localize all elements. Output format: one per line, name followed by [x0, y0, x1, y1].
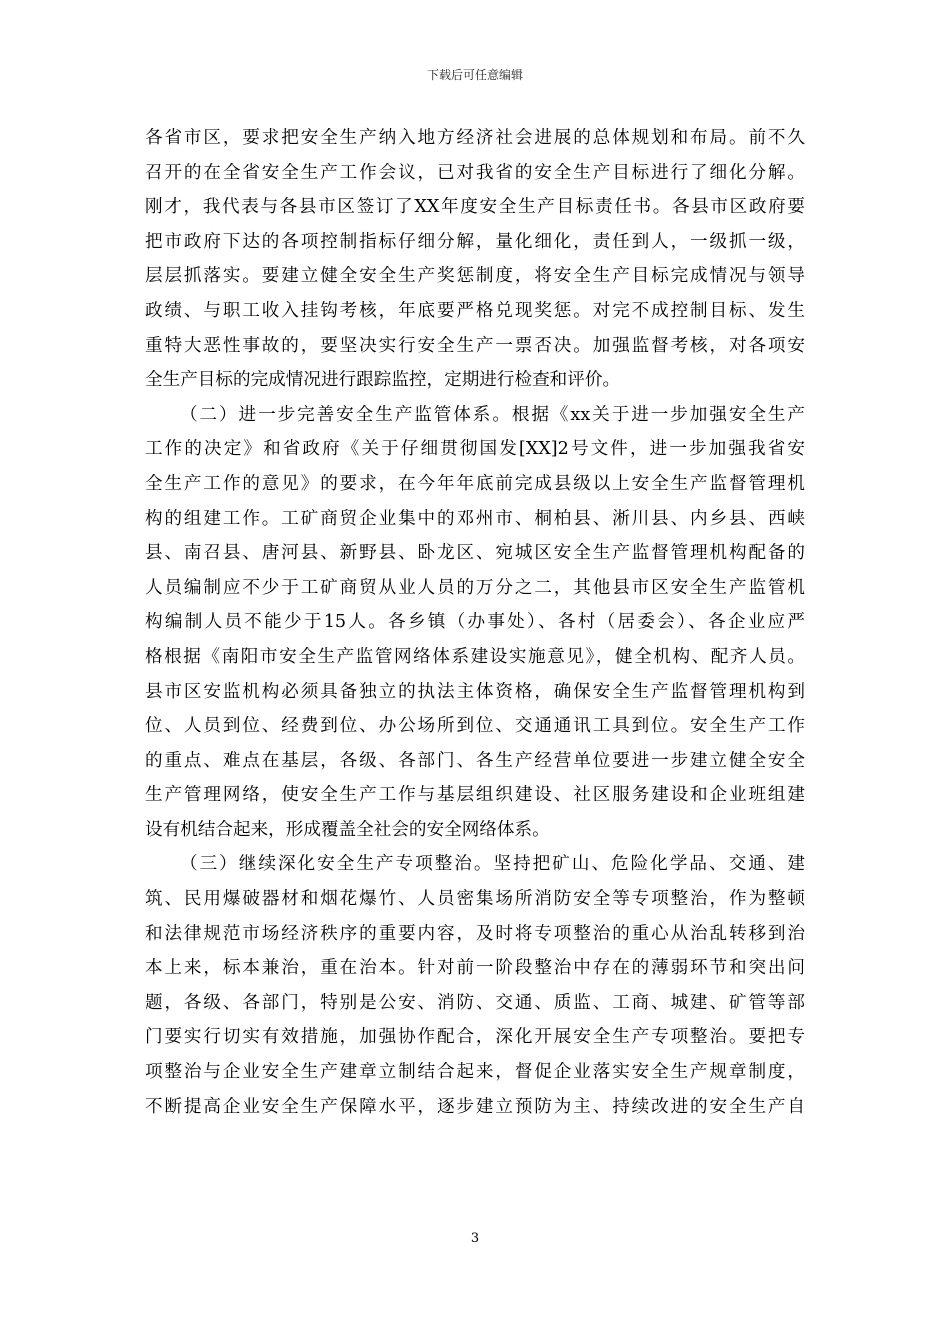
page-number: 3: [470, 1231, 480, 1246]
text-line: 筑、民用爆破器材和烟花爆竹、人员密集场所消防安全等专项整治，作为整顿: [145, 889, 805, 910]
text-line: 县市区安监机构必须具备独立的执法主体资格，确保安全生产监督管理机构到: [145, 681, 805, 702]
text-line: 本上来，标本兼治，重在治本。针对前一阶段整治中存在的薄弱环节和突出问: [145, 958, 805, 979]
text-line: 和法律规范市场经济秩序的重要内容，及时将专项整治的重心从治乱转移到治: [145, 923, 805, 944]
text-line: 格根据《南阳市安全生产监管网络体系建设实施意见》，健全机构、配齐人员。: [145, 646, 805, 667]
text-line: 召开的在全省安全生产工作会议，已对我省的安全生产目标进行了细化分解。: [145, 162, 805, 183]
document-body: [145, 121, 805, 1124]
text-line: 不断提高企业安全生产保障水平，逐步建立预防为主、持续改进的安全生产自: [145, 1096, 805, 1117]
text-line: 位、人员到位、经费到位、办公场所到位、交通通讯工具到位。安全生产工作: [145, 716, 805, 737]
section-3-first-line: （三）继续深化安全生产专项整治。坚持把矿山、危险化学品、交通、建: [180, 854, 805, 875]
text-line: 门要实行切实有效措施，加强协作配合，深化开展安全生产专项整治。要把专: [145, 1027, 805, 1048]
text-line: 政绩、与职工收入挂钩考核，年底要严格兑现奖惩。对完不成控制目标、发生: [145, 300, 805, 321]
text-line: 题，各级、各部门，特别是公安、消防、交通、质监、工商、城建、矿管等部: [145, 992, 805, 1013]
text-line: 工作的决定》和省政府《关于仔细贯彻国发[XX]2号文件，进一步加强我省安: [145, 439, 805, 460]
text-line: 构的组建工作。工矿商贸企业集中的邓州市、桐柏县、淅川县、内乡县、西峡: [145, 508, 805, 529]
text-line: 构编制人员不能少于15人。各乡镇（办事处）、各村（居委会）、各企业应严: [145, 612, 805, 633]
text-line: 重特大恶性事故的，要坚决实行安全生产一票否决。加强监督考核，对各项安: [145, 335, 805, 356]
text-line: 的重点、难点在基层，各级、各部门、各生产经营单位要进一步建立健全安全: [145, 750, 805, 771]
text-line: 把市政府下达的各项控制指标仔细分解，量化细化，责任到人，一级抓一级，: [145, 231, 805, 252]
text-line: 全生产目标的完成情况进行跟踪监控，定期进行检查和评价。: [145, 370, 621, 391]
text-line: 层层抓落实。要建立健全安全生产奖惩制度，将安全生产目标完成情况与领导: [145, 266, 805, 287]
text-line: 刚才，我代表与各县市区签订了XX年度安全生产目标责任书。各县市区政府要: [145, 197, 805, 218]
text-line: 项整治与企业安全生产建章立制结合起来，督促企业落实安全生产规章制度，: [145, 1062, 805, 1083]
section-2-first-line: （二）进一步完善安全生产监管体系。根据《xx关于进一步加强安全生产: [180, 404, 805, 425]
text-line: 生产管理网络，使安全生产工作与基层组织建设、社区服务建设和企业班组建: [145, 785, 805, 806]
text-line: 设有机结合起来，形成覆盖全社会的安全网络体系。: [145, 819, 550, 840]
text-line: 全生产工作的意见》的要求，在今年年底前完成县级以上安全生产监督管理机: [145, 473, 805, 494]
text-line: 各省市区，要求把安全生产纳入地方经济社会进展的总体规划和布局。前不久: [145, 128, 805, 148]
page-header: 下载后可任意编辑: [426, 68, 523, 82]
text-line: 人员编制应不少于工矿商贸从业人员的万分之二，其他县市区安全生产监管机: [145, 577, 805, 598]
text-line: 县、南召县、唐河县、新野县、卧龙区、宛城区安全生产监督管理机构配备的: [145, 543, 805, 564]
